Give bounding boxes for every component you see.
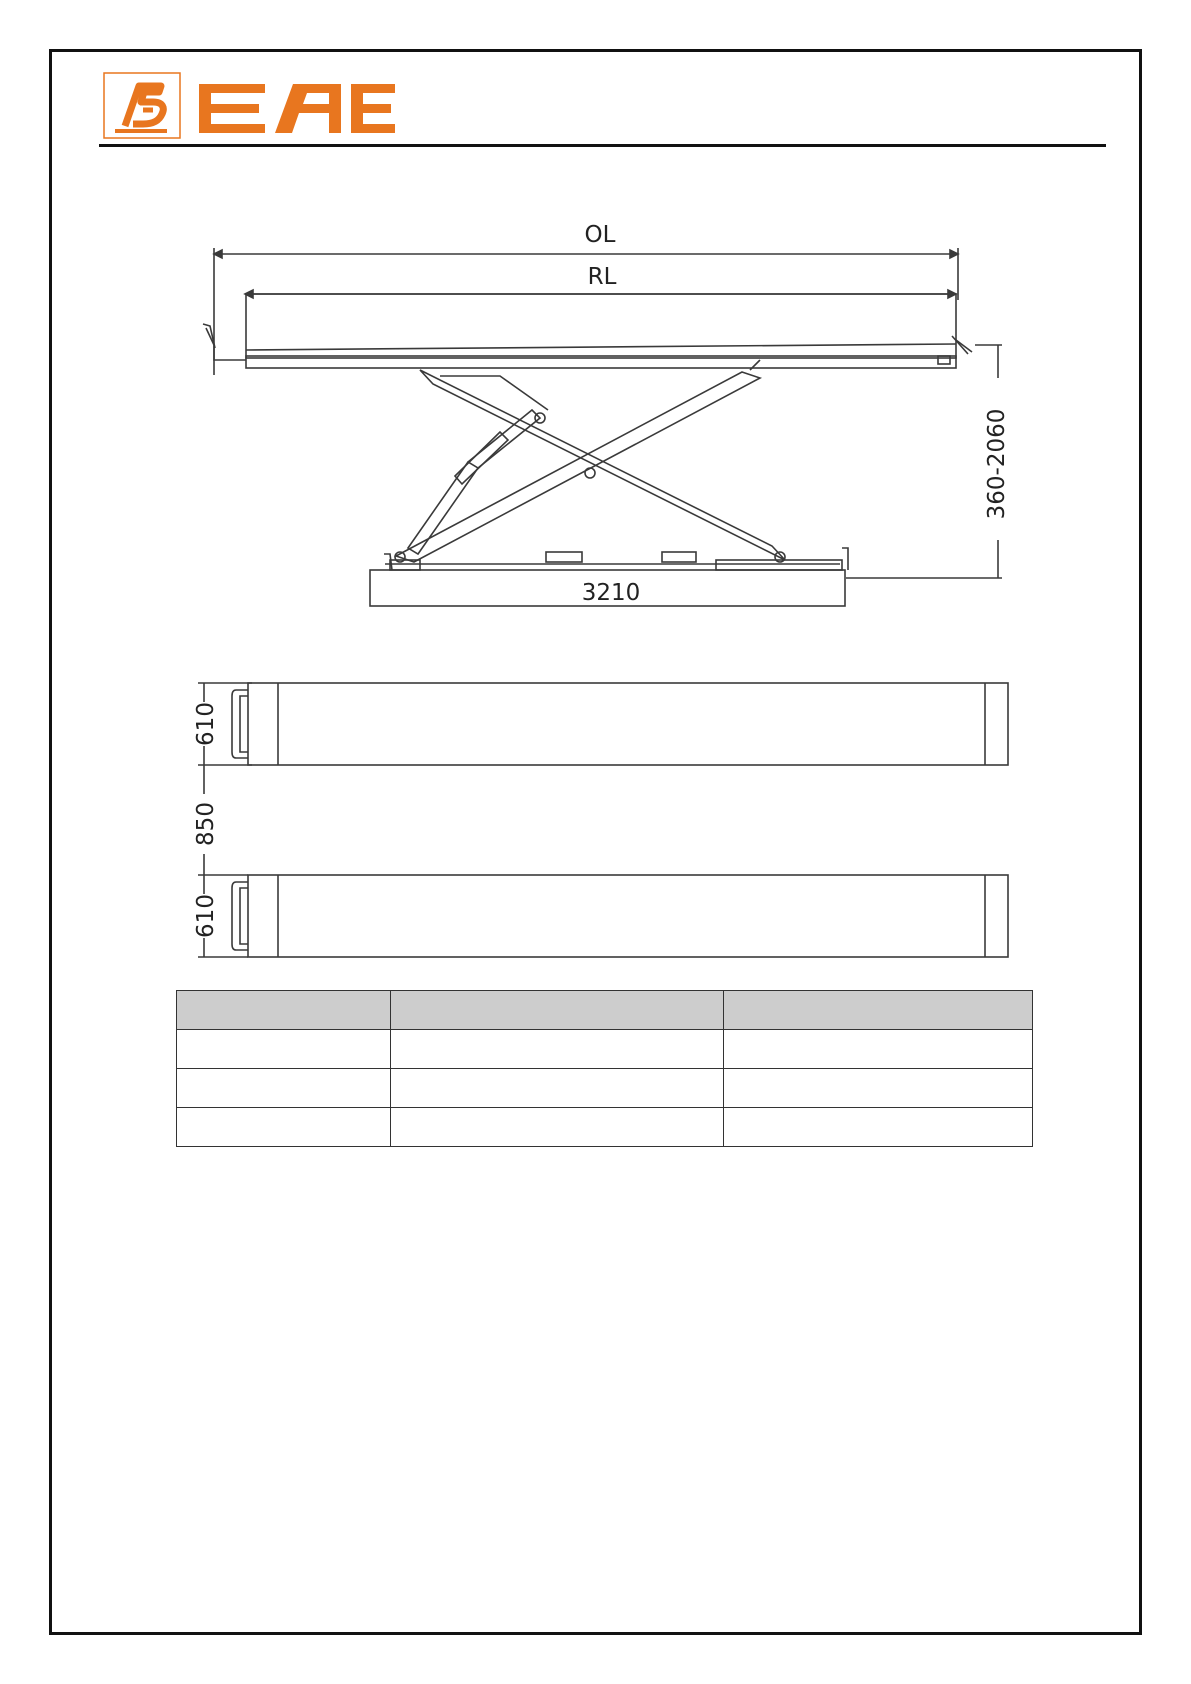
table-cell [177,1069,391,1108]
runway-top [232,683,1008,765]
side-view [203,248,1002,606]
rl-label: RL [587,264,617,290]
table-cell [177,1108,391,1147]
top-view-labels [190,702,219,938]
table-row [177,1069,1033,1108]
spec-table [176,990,1033,1147]
table-cell [391,1069,724,1108]
scissor-mechanism [395,360,785,562]
height-range-label: 360-2060 [984,408,1010,520]
table-cell [177,1030,391,1069]
side-view-labels [582,222,1010,606]
base-length-label: 3210 [581,580,641,606]
table-header-cell [177,991,391,1030]
ol-label: OL [584,222,616,248]
table-cell [724,1030,1033,1069]
top-view [198,683,1008,957]
width-bottom-label: 610 [193,894,219,938]
table-cell [391,1030,724,1069]
table-row [177,1108,1033,1147]
table-header-cell [391,991,724,1030]
table-cell [391,1108,724,1147]
table-cell [724,1069,1033,1108]
table-header-row [177,991,1033,1030]
gap-label: 850 [193,802,219,846]
width-top-label: 610 [193,702,219,746]
runway-bottom [232,875,1008,957]
table-row [177,1030,1033,1069]
table-header-cell [724,991,1033,1030]
table-cell [724,1108,1033,1147]
